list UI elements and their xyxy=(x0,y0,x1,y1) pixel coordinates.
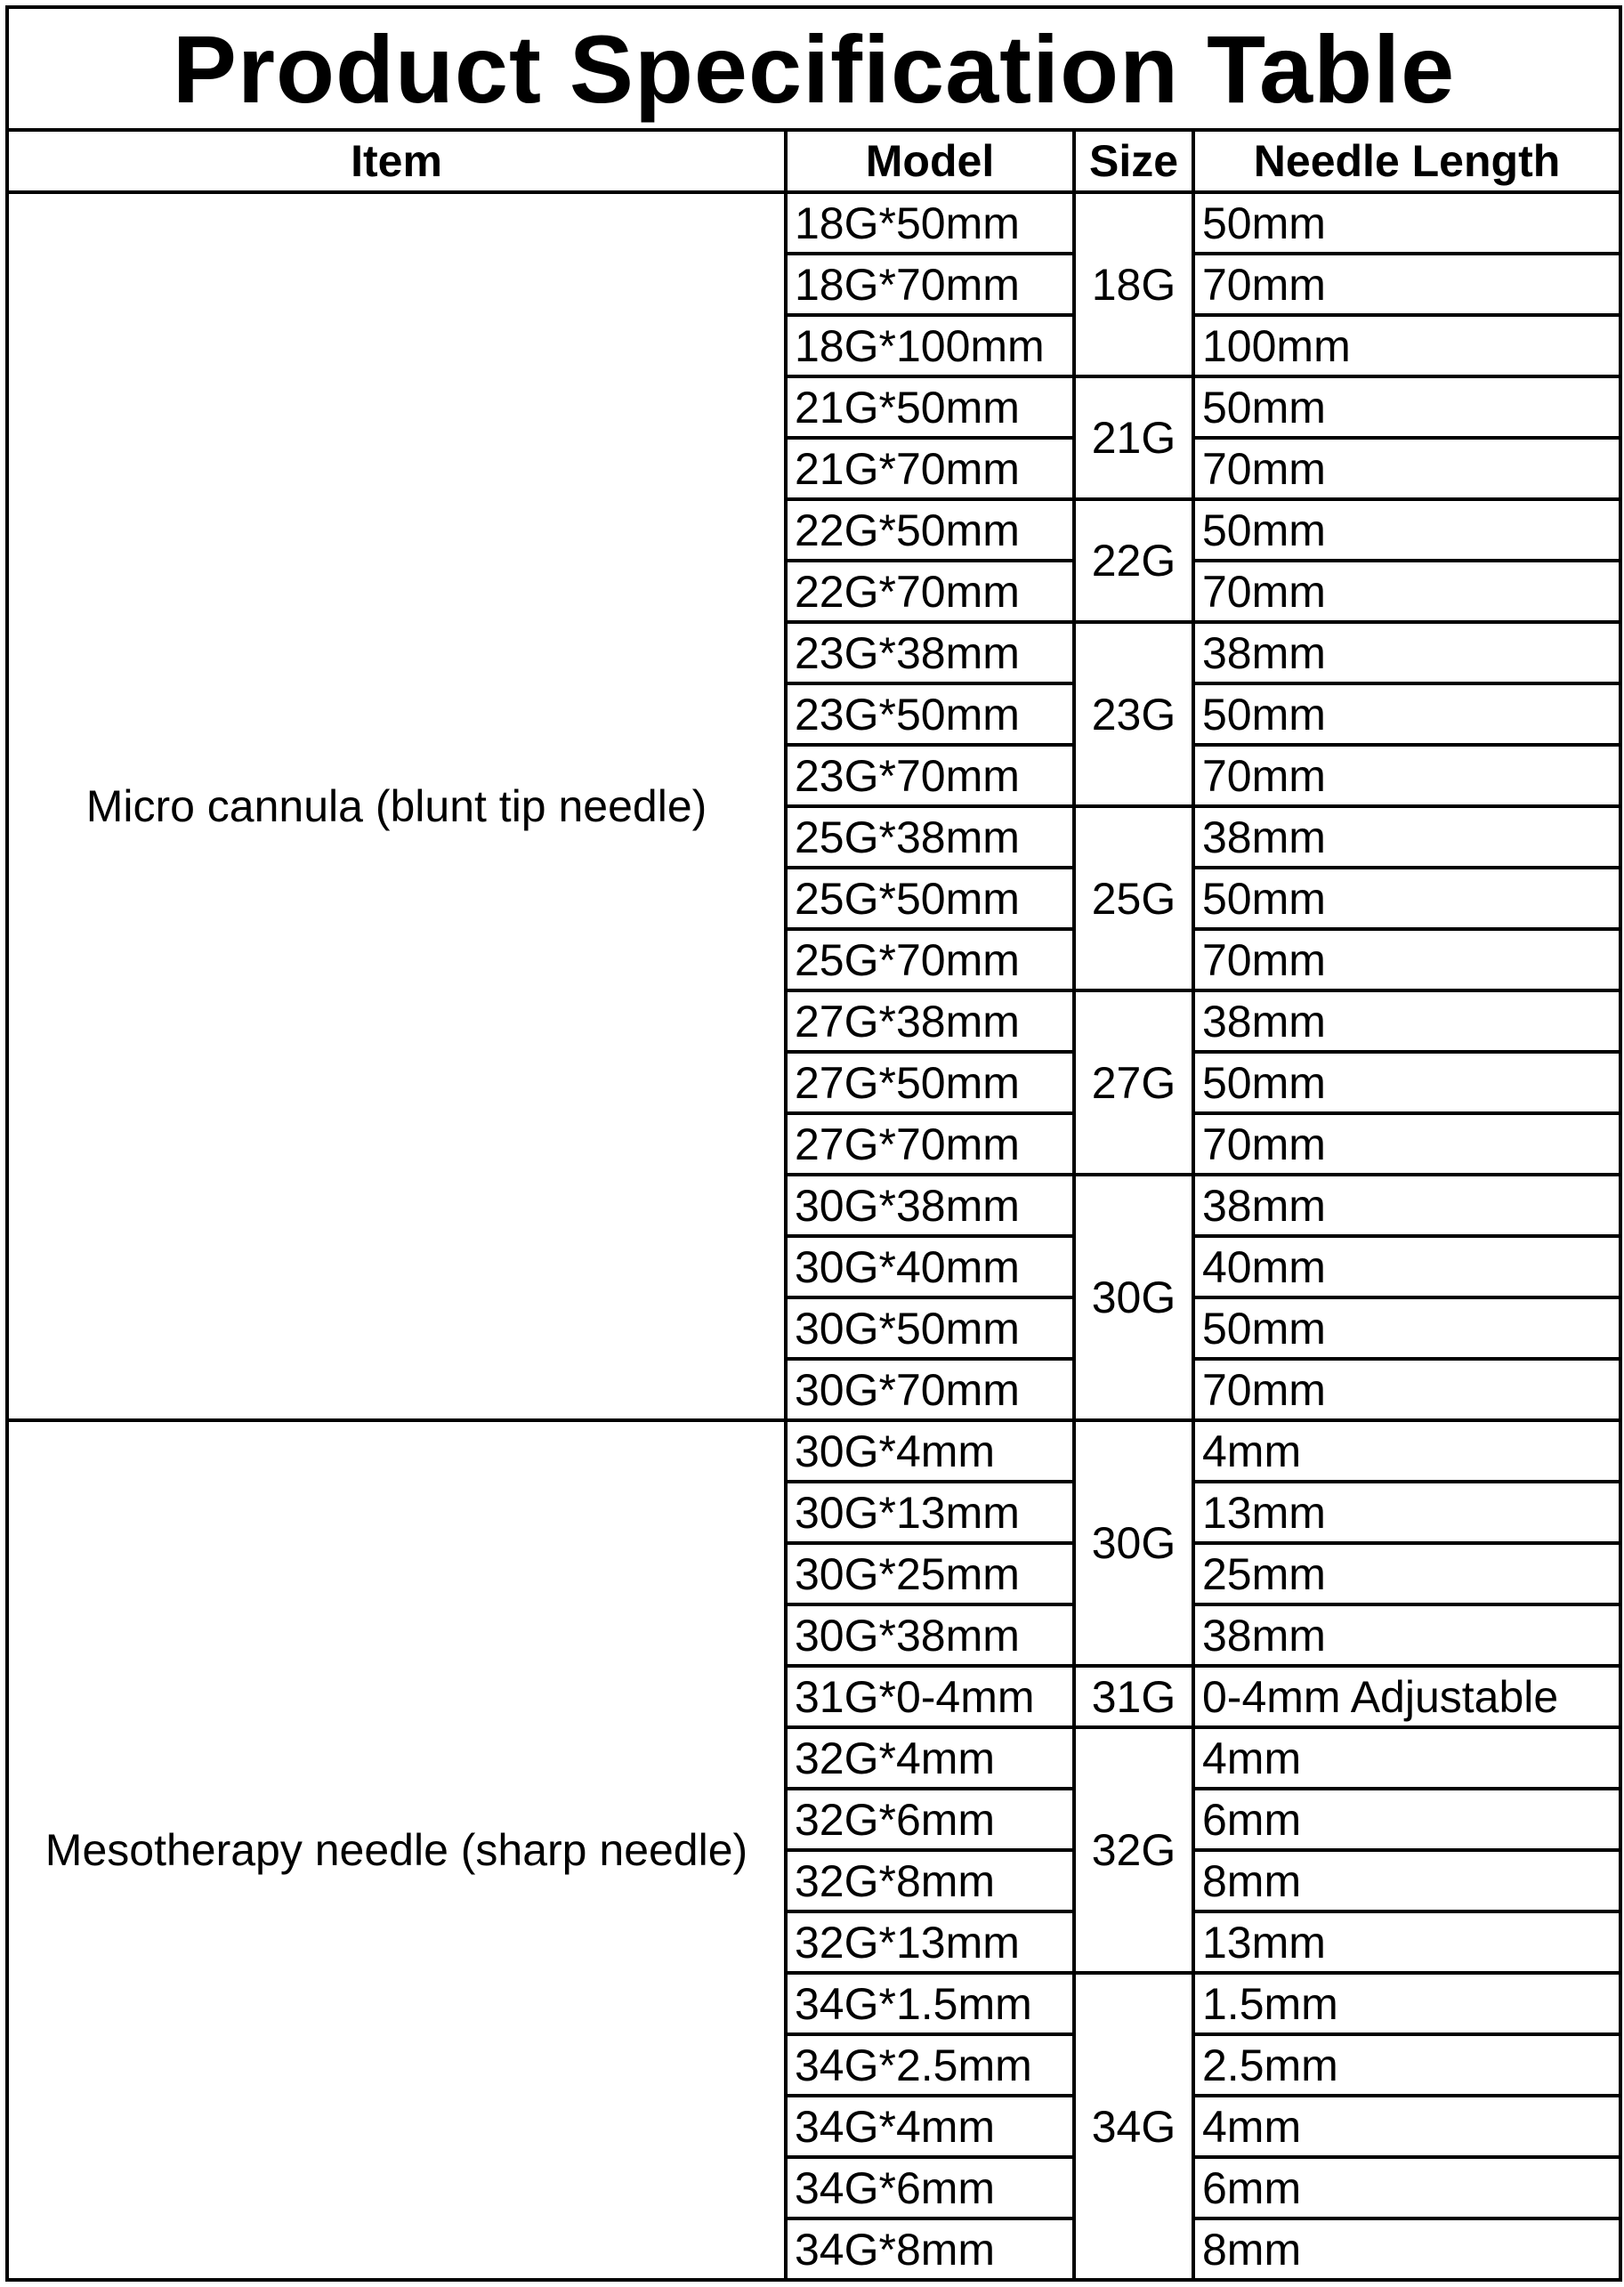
size-cell: 30G xyxy=(1074,1175,1193,1420)
needle-length-cell: 50mm xyxy=(1193,868,1620,929)
model-cell: 34G*6mm xyxy=(786,2157,1074,2218)
needle-length-cell: 38mm xyxy=(1193,1604,1620,1666)
model-cell: 23G*70mm xyxy=(786,745,1074,806)
size-cell: 22G xyxy=(1074,499,1193,622)
model-cell: 30G*4mm xyxy=(786,1420,1074,1482)
spec-table-body xyxy=(7,192,1620,2280)
needle-length-cell: 70mm xyxy=(1193,438,1620,499)
needle-length-cell: 2.5mm xyxy=(1193,2034,1620,2096)
model-cell: 32G*6mm xyxy=(786,1789,1074,1850)
size-cell: 27G xyxy=(1074,990,1193,1175)
needle-length-cell: 100mm xyxy=(1193,315,1620,376)
model-cell: 32G*8mm xyxy=(786,1850,1074,1911)
model-cell: 30G*50mm xyxy=(786,1297,1074,1359)
model-cell: 27G*50mm xyxy=(786,1052,1074,1113)
needle-length-cell: 6mm xyxy=(1193,1789,1620,1850)
needle-length-cell: 4mm xyxy=(1193,1420,1620,1482)
model-cell: 25G*70mm xyxy=(786,929,1074,990)
needle-length-cell: 38mm xyxy=(1193,806,1620,868)
model-cell: 34G*1.5mm xyxy=(786,1973,1074,2034)
needle-length-cell: 50mm xyxy=(1193,1297,1620,1359)
model-cell: 21G*50mm xyxy=(786,376,1074,438)
page-title: Product Specification Table xyxy=(7,7,1620,130)
needle-length-cell: 38mm xyxy=(1193,990,1620,1052)
needle-length-cell: 70mm xyxy=(1193,254,1620,315)
needle-length-cell: 40mm xyxy=(1193,1236,1620,1297)
model-cell: 18G*70mm xyxy=(786,254,1074,315)
needle-length-cell: 50mm xyxy=(1193,683,1620,745)
item-cell: Micro cannula (blunt tip needle) xyxy=(7,192,786,1420)
needle-length-cell: 50mm xyxy=(1193,192,1620,254)
table-row xyxy=(7,192,1620,254)
model-cell: 34G*2.5mm xyxy=(786,2034,1074,2096)
size-cell: 32G xyxy=(1074,1727,1193,1973)
needle-length-cell: 50mm xyxy=(1193,499,1620,561)
model-cell: 25G*38mm xyxy=(786,806,1074,868)
needle-length-cell: 4mm xyxy=(1193,1727,1620,1789)
needle-length-cell: 25mm xyxy=(1193,1543,1620,1604)
size-cell: 18G xyxy=(1074,192,1193,376)
model-cell: 22G*70mm xyxy=(786,561,1074,622)
model-cell: 23G*50mm xyxy=(786,683,1074,745)
size-cell: 21G xyxy=(1074,376,1193,499)
needle-length-cell: 13mm xyxy=(1193,1911,1620,1973)
needle-length-cell: 50mm xyxy=(1193,376,1620,438)
size-cell: 23G xyxy=(1074,622,1193,806)
needle-length-cell: 70mm xyxy=(1193,929,1620,990)
table-row xyxy=(7,1420,1620,1482)
column-header-size: Size xyxy=(1074,130,1193,192)
spec-table-container xyxy=(5,5,1619,2282)
column-header-needle-length: Needle Length xyxy=(1193,130,1620,192)
model-cell: 23G*38mm xyxy=(786,622,1074,683)
needle-length-cell: 38mm xyxy=(1193,1175,1620,1236)
column-header-item: Item xyxy=(7,130,786,192)
size-cell: 34G xyxy=(1074,1973,1193,2280)
model-cell: 30G*70mm xyxy=(786,1359,1074,1420)
model-cell: 30G*25mm xyxy=(786,1543,1074,1604)
model-cell: 21G*70mm xyxy=(786,438,1074,499)
needle-length-cell: 6mm xyxy=(1193,2157,1620,2218)
model-cell: 18G*100mm xyxy=(786,315,1074,376)
model-cell: 27G*38mm xyxy=(786,990,1074,1052)
model-cell: 22G*50mm xyxy=(786,499,1074,561)
model-cell: 32G*4mm xyxy=(786,1727,1074,1789)
needle-length-cell: 50mm xyxy=(1193,1052,1620,1113)
spec-table xyxy=(5,5,1622,2282)
needle-length-cell: 8mm xyxy=(1193,1850,1620,1911)
needle-length-cell: 70mm xyxy=(1193,745,1620,806)
model-cell: 25G*50mm xyxy=(786,868,1074,929)
needle-length-cell: 70mm xyxy=(1193,1113,1620,1175)
model-cell: 34G*8mm xyxy=(786,2218,1074,2280)
column-header-model: Model xyxy=(786,130,1074,192)
model-cell: 27G*70mm xyxy=(786,1113,1074,1175)
size-cell: 31G xyxy=(1074,1666,1193,1727)
needle-length-cell: 70mm xyxy=(1193,1359,1620,1420)
needle-length-cell: 70mm xyxy=(1193,561,1620,622)
needle-length-cell: 1.5mm xyxy=(1193,1973,1620,2034)
needle-length-cell: 4mm xyxy=(1193,2096,1620,2157)
needle-length-cell: 8mm xyxy=(1193,2218,1620,2280)
needle-length-cell: 13mm xyxy=(1193,1482,1620,1543)
model-cell: 34G*4mm xyxy=(786,2096,1074,2157)
model-cell: 18G*50mm xyxy=(786,192,1074,254)
model-cell: 32G*13mm xyxy=(786,1911,1074,1973)
model-cell: 31G*0-4mm xyxy=(786,1666,1074,1727)
item-cell: Mesotherapy needle (sharp needle) xyxy=(7,1420,786,2280)
model-cell: 30G*40mm xyxy=(786,1236,1074,1297)
size-cell: 30G xyxy=(1074,1420,1193,1666)
size-cell: 25G xyxy=(1074,806,1193,990)
needle-length-cell: 0-4mm Adjustable xyxy=(1193,1666,1620,1727)
model-cell: 30G*38mm xyxy=(786,1175,1074,1236)
model-cell: 30G*38mm xyxy=(786,1604,1074,1666)
model-cell: 30G*13mm xyxy=(786,1482,1074,1543)
needle-length-cell: 38mm xyxy=(1193,622,1620,683)
